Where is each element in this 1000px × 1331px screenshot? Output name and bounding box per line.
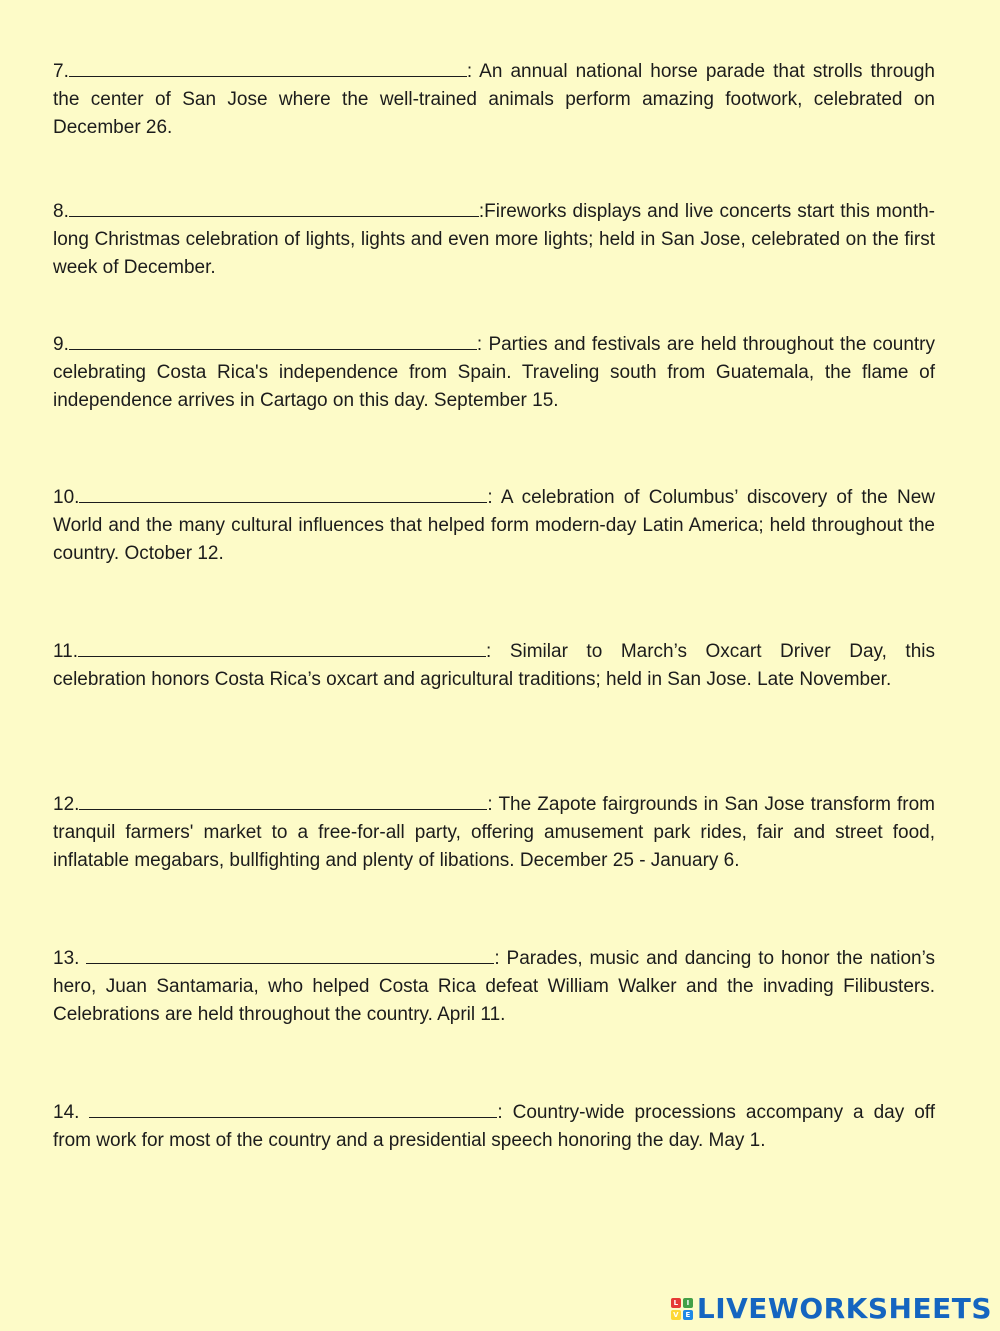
question-number: 7. bbox=[53, 61, 69, 82]
question-9 bbox=[53, 331, 935, 415]
question-text: : Similar to March’s Oxcart Driver Day, this celebration honors Costa Rica’s oxcart and agricultural traditions; held in San Jose. Late November. bbox=[53, 641, 935, 690]
question-11 bbox=[53, 638, 935, 694]
question-text: : An annual national horse parade that strolls through the center of San Jose where the well-trained animals perform amazing footwork, celebrated on December 26. bbox=[53, 61, 935, 138]
answer-blank-12[interactable] bbox=[79, 794, 487, 810]
question-14 bbox=[53, 1099, 935, 1155]
answer-blank-10[interactable] bbox=[79, 487, 487, 503]
question-8 bbox=[53, 198, 935, 282]
answer-blank-9[interactable] bbox=[69, 334, 477, 350]
answer-blank-7[interactable] bbox=[69, 61, 467, 77]
brand-name: LIVEWORKSHEETS bbox=[696, 1292, 992, 1325]
question-text: : The Zapote fairgrounds in San Jose transform from tranquil farmers' market to a free-for-all party, offering amusement park rides, fair and street food, inflatable megabars, bullfighting and plenty of libations. December 25 - January 6. bbox=[53, 794, 935, 871]
liveworksheets-brand bbox=[671, 1292, 992, 1325]
question-7 bbox=[53, 58, 935, 142]
question-text: : Country-wide processions accompany a day off from work for most of the country and a presidential speech honoring the day. May 1. bbox=[53, 1102, 935, 1151]
question-text: : A celebration of Columbus’ discovery of the New World and the many cultural influences that helped form modern-day Latin America; held throughout the country. October 12. bbox=[53, 487, 935, 564]
question-number: 8. bbox=[53, 201, 69, 222]
question-10 bbox=[53, 484, 935, 568]
answer-blank-13[interactable] bbox=[86, 948, 494, 964]
question-text: :Fireworks displays and live concerts start this month-long Christmas celebration of lights, lights and even more lights; held in San Jose, celebrated on the first week of December. bbox=[53, 201, 935, 278]
question-number: 10. bbox=[53, 487, 80, 508]
answer-blank-8[interactable] bbox=[69, 201, 479, 217]
question-text: : Parades, music and dancing to honor the nation’s hero, Juan Santamaria, who helped Costa Rica defeat William Walker and the invading Filibusters. Celebrations are held throughout the country. April 11. bbox=[53, 948, 935, 1025]
question-number: 13. bbox=[53, 948, 87, 969]
liveworksheets-logo-icon: L I V E bbox=[671, 1298, 693, 1320]
answer-blank-14[interactable] bbox=[89, 1102, 497, 1118]
question-number: 9. bbox=[53, 334, 69, 355]
question-12 bbox=[53, 791, 935, 875]
question-number: 12. bbox=[53, 794, 80, 815]
question-number: 14. bbox=[53, 1102, 90, 1123]
question-13 bbox=[53, 945, 935, 1029]
question-text: : Parties and festivals are held throughout the country celebrating Costa Rica's independence from Spain. Traveling south from Guatemala, the flame of independence arrives in Cartago on this day. September 15. bbox=[53, 334, 935, 411]
answer-blank-11[interactable] bbox=[78, 641, 486, 657]
question-number: 11. bbox=[53, 641, 79, 662]
